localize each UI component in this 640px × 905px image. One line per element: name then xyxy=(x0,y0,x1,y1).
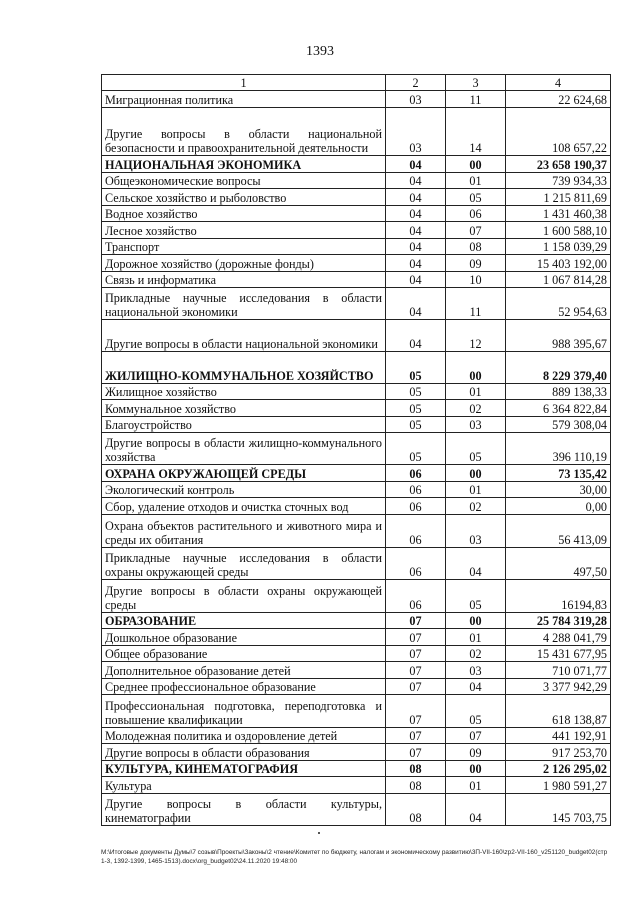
table-row xyxy=(102,662,611,679)
row-podrazdel-cell: 01 xyxy=(446,777,506,794)
row-podrazdel-cell: 03 xyxy=(446,662,506,679)
row-razdel-cell: 07 xyxy=(386,679,446,695)
row-amount-cell: 52 954,63 xyxy=(506,288,611,320)
table-row xyxy=(102,695,611,728)
row-podrazdel-cell: 00 xyxy=(446,352,506,384)
row-podrazdel-cell: 09 xyxy=(446,744,506,761)
row-podrazdel-cell: 00 xyxy=(446,465,506,482)
row-razdel-cell: 08 xyxy=(386,761,446,777)
row-name-cell: Другие вопросы в области культуры, кинематографии xyxy=(102,794,386,826)
row-name-cell: Общее образование xyxy=(102,646,386,662)
table-row xyxy=(102,777,611,794)
row-name-cell: ЖИЛИЩНО-КОММУНАЛЬНОЕ ХОЗЯЙСТВО xyxy=(102,352,386,384)
row-amount-cell: 710 071,77 xyxy=(506,662,611,679)
row-name-cell: Благоустройство xyxy=(102,417,386,433)
section-row xyxy=(102,613,611,629)
row-podrazdel-cell: 00 xyxy=(446,613,506,629)
row-razdel-cell: 04 xyxy=(386,272,446,288)
row-amount-cell: 16194,83 xyxy=(506,580,611,613)
row-razdel-cell: 07 xyxy=(386,728,446,744)
row-amount-cell: 1 067 814,28 xyxy=(506,272,611,288)
row-razdel-cell: 06 xyxy=(386,482,446,498)
row-amount-cell: 1 980 591,27 xyxy=(506,777,611,794)
row-name-cell: Прикладные научные исследования в области охраны окружающей среды xyxy=(102,548,386,580)
row-razdel-cell: 06 xyxy=(386,498,446,515)
table-row xyxy=(102,498,611,515)
row-razdel-cell: 04 xyxy=(386,156,446,173)
row-podrazdel-cell: 02 xyxy=(446,498,506,515)
row-podrazdel-cell: 02 xyxy=(446,400,506,417)
row-amount-cell: 441 192,91 xyxy=(506,728,611,744)
table-row xyxy=(102,646,611,662)
row-razdel-cell: 04 xyxy=(386,206,446,222)
row-name-cell: Водное хозяйство xyxy=(102,206,386,222)
row-name-cell: Охрана объектов растительного и животного мира и среды их обитания xyxy=(102,515,386,548)
row-name-cell: Другие вопросы в области охраны окружающей среды xyxy=(102,580,386,613)
row-podrazdel-cell: 11 xyxy=(446,91,506,108)
row-amount-cell: 1 431 460,38 xyxy=(506,206,611,222)
row-amount-cell: 889 138,33 xyxy=(506,384,611,400)
row-razdel-cell: 08 xyxy=(386,794,446,826)
row-name-cell: Дорожное хозяйство (дорожные фонды) xyxy=(102,255,386,272)
row-razdel-cell: 08 xyxy=(386,777,446,794)
section-row xyxy=(102,465,611,482)
row-amount-cell: 6 364 822,84 xyxy=(506,400,611,417)
row-amount-cell: 3 377 942,29 xyxy=(506,679,611,695)
row-razdel-cell: 06 xyxy=(386,465,446,482)
row-name-cell: Связь и информатика xyxy=(102,272,386,288)
row-podrazdel-cell: 05 xyxy=(446,695,506,728)
document-path-footer: М:\Итоговые документы Думы\7 созыв\Проекты\Законы\2 чтение\Комитет по бюджету, налогам и экономическому развитию\3П-VII-160\zp2-VII-160_v251120_budget02(стр 1-3, 1392-1399, 1465-1513).docx\org_budget02\24.11.2020 19:48:00 xyxy=(101,849,608,865)
row-name-cell: КУЛЬТУРА, КИНЕМАТОГРАФИЯ xyxy=(102,761,386,777)
table-row xyxy=(102,320,611,352)
row-razdel-cell: 07 xyxy=(386,613,446,629)
row-name-cell: Культура xyxy=(102,777,386,794)
row-amount-cell: 15 431 677,95 xyxy=(506,646,611,662)
row-name-cell: Транспорт xyxy=(102,239,386,255)
row-razdel-cell: 04 xyxy=(386,320,446,352)
table-row xyxy=(102,91,611,108)
row-amount-cell: 0,00 xyxy=(506,498,611,515)
row-podrazdel-cell: 05 xyxy=(446,433,506,465)
row-razdel-cell: 07 xyxy=(386,662,446,679)
row-amount-cell: 618 138,87 xyxy=(506,695,611,728)
row-razdel-cell: 05 xyxy=(386,400,446,417)
row-podrazdel-cell: 01 xyxy=(446,482,506,498)
row-razdel-cell: 06 xyxy=(386,580,446,613)
table-row xyxy=(102,239,611,255)
row-name-cell: Другие вопросы в области образования xyxy=(102,744,386,761)
table-row xyxy=(102,272,611,288)
row-name-cell: Дополнительное образование детей xyxy=(102,662,386,679)
row-podrazdel-cell: 09 xyxy=(446,255,506,272)
row-name-cell: Молодежная политика и оздоровление детей xyxy=(102,728,386,744)
row-razdel-cell: 04 xyxy=(386,189,446,206)
row-podrazdel-cell: 01 xyxy=(446,173,506,189)
table-row xyxy=(102,173,611,189)
header-col-razdel: 2 xyxy=(386,75,446,91)
row-podrazdel-cell: 07 xyxy=(446,222,506,239)
row-razdel-cell: 06 xyxy=(386,515,446,548)
table-row xyxy=(102,417,611,433)
budget-table xyxy=(101,74,611,826)
row-amount-cell: 917 253,70 xyxy=(506,744,611,761)
row-podrazdel-cell: 07 xyxy=(446,728,506,744)
row-amount-cell: 73 135,42 xyxy=(506,465,611,482)
row-name-cell: НАЦИОНАЛЬНАЯ ЭКОНОМИКА xyxy=(102,156,386,173)
table-header-row xyxy=(102,75,611,91)
row-razdel-cell: 07 xyxy=(386,695,446,728)
table-row xyxy=(102,384,611,400)
row-name-cell: ОБРАЗОВАНИЕ xyxy=(102,613,386,629)
table-row xyxy=(102,629,611,646)
row-razdel-cell: 07 xyxy=(386,646,446,662)
row-name-cell: Сельское хозяйство и рыболовство xyxy=(102,189,386,206)
row-razdel-cell: 05 xyxy=(386,352,446,384)
row-name-cell: Лесное хозяйство xyxy=(102,222,386,239)
row-podrazdel-cell: 11 xyxy=(446,288,506,320)
row-name-cell: Сбор, удаление отходов и очистка сточных вод xyxy=(102,498,386,515)
row-name-cell: Среднее профессиональное образование xyxy=(102,679,386,695)
row-podrazdel-cell: 04 xyxy=(446,548,506,580)
table-row xyxy=(102,580,611,613)
section-row xyxy=(102,761,611,777)
row-razdel-cell: 05 xyxy=(386,417,446,433)
table-row xyxy=(102,206,611,222)
row-podrazdel-cell: 12 xyxy=(446,320,506,352)
row-name-cell: Жилищное хозяйство xyxy=(102,384,386,400)
row-amount-cell: 145 703,75 xyxy=(506,794,611,826)
header-col-podrazdel: 3 xyxy=(446,75,506,91)
row-amount-cell: 15 403 192,00 xyxy=(506,255,611,272)
row-amount-cell: 1 600 588,10 xyxy=(506,222,611,239)
row-amount-cell: 739 934,33 xyxy=(506,173,611,189)
row-podrazdel-cell: 10 xyxy=(446,272,506,288)
header-col-amount: 4 xyxy=(506,75,611,91)
row-amount-cell: 988 395,67 xyxy=(506,320,611,352)
row-podrazdel-cell: 01 xyxy=(446,629,506,646)
row-amount-cell: 23 658 190,37 xyxy=(506,156,611,173)
table-row xyxy=(102,189,611,206)
row-podrazdel-cell: 01 xyxy=(446,384,506,400)
row-razdel-cell: 05 xyxy=(386,433,446,465)
row-name-cell: ОХРАНА ОКРУЖАЮЩЕЙ СРЕДЫ xyxy=(102,465,386,482)
section-row xyxy=(102,352,611,384)
row-podrazdel-cell: 04 xyxy=(446,679,506,695)
row-amount-cell: 497,50 xyxy=(506,548,611,580)
row-podrazdel-cell: 02 xyxy=(446,646,506,662)
row-name-cell: Экологический контроль xyxy=(102,482,386,498)
stray-mark xyxy=(318,832,320,834)
row-razdel-cell: 05 xyxy=(386,384,446,400)
row-razdel-cell: 07 xyxy=(386,629,446,646)
row-name-cell: Другие вопросы в области национальной безопасности и правоохранительной деятельности xyxy=(102,108,386,156)
table-row xyxy=(102,482,611,498)
table-row xyxy=(102,548,611,580)
row-podrazdel-cell: 14 xyxy=(446,108,506,156)
table-row xyxy=(102,255,611,272)
row-amount-cell: 4 288 041,79 xyxy=(506,629,611,646)
row-amount-cell: 1 215 811,69 xyxy=(506,189,611,206)
table-row xyxy=(102,108,611,156)
section-row xyxy=(102,156,611,173)
table-row xyxy=(102,400,611,417)
row-name-cell: Коммунальное хозяйство xyxy=(102,400,386,417)
row-amount-cell: 30,00 xyxy=(506,482,611,498)
table-row xyxy=(102,679,611,695)
row-amount-cell: 8 229 379,40 xyxy=(506,352,611,384)
row-name-cell: Другие вопросы в области национальной экономики xyxy=(102,320,386,352)
row-razdel-cell: 04 xyxy=(386,255,446,272)
table-row xyxy=(102,222,611,239)
row-amount-cell: 25 784 319,28 xyxy=(506,613,611,629)
page-number: 1393 xyxy=(306,44,334,59)
row-amount-cell: 2 126 295,02 xyxy=(506,761,611,777)
row-podrazdel-cell: 03 xyxy=(446,417,506,433)
row-razdel-cell: 06 xyxy=(386,548,446,580)
header-col-name: 1 xyxy=(102,75,386,91)
row-razdel-cell: 04 xyxy=(386,239,446,255)
table-row xyxy=(102,728,611,744)
row-name-cell: Прикладные научные исследования в области национальной экономики xyxy=(102,288,386,320)
row-name-cell: Миграционная политика xyxy=(102,91,386,108)
row-name-cell: Дошкольное образование xyxy=(102,629,386,646)
row-podrazdel-cell: 04 xyxy=(446,794,506,826)
row-podrazdel-cell: 00 xyxy=(446,156,506,173)
table-row xyxy=(102,744,611,761)
row-podrazdel-cell: 03 xyxy=(446,515,506,548)
row-name-cell: Профессиональная подготовка, переподготовка и повышение квалификации xyxy=(102,695,386,728)
table-row xyxy=(102,288,611,320)
row-podrazdel-cell: 05 xyxy=(446,189,506,206)
row-razdel-cell: 03 xyxy=(386,108,446,156)
row-amount-cell: 22 624,68 xyxy=(506,91,611,108)
table-row xyxy=(102,433,611,465)
row-amount-cell: 1 158 039,29 xyxy=(506,239,611,255)
row-razdel-cell: 07 xyxy=(386,744,446,761)
row-razdel-cell: 04 xyxy=(386,222,446,239)
row-podrazdel-cell: 00 xyxy=(446,761,506,777)
table-row xyxy=(102,794,611,826)
row-podrazdel-cell: 06 xyxy=(446,206,506,222)
row-amount-cell: 579 308,04 xyxy=(506,417,611,433)
row-podrazdel-cell: 05 xyxy=(446,580,506,613)
row-razdel-cell: 04 xyxy=(386,288,446,320)
row-amount-cell: 56 413,09 xyxy=(506,515,611,548)
row-razdel-cell: 03 xyxy=(386,91,446,108)
row-podrazdel-cell: 08 xyxy=(446,239,506,255)
row-amount-cell: 396 110,19 xyxy=(506,433,611,465)
row-name-cell: Общеэкономические вопросы xyxy=(102,173,386,189)
table-row xyxy=(102,515,611,548)
row-razdel-cell: 04 xyxy=(386,173,446,189)
row-name-cell: Другие вопросы в области жилищно-коммунального хозяйства xyxy=(102,433,386,465)
row-amount-cell: 108 657,22 xyxy=(506,108,611,156)
